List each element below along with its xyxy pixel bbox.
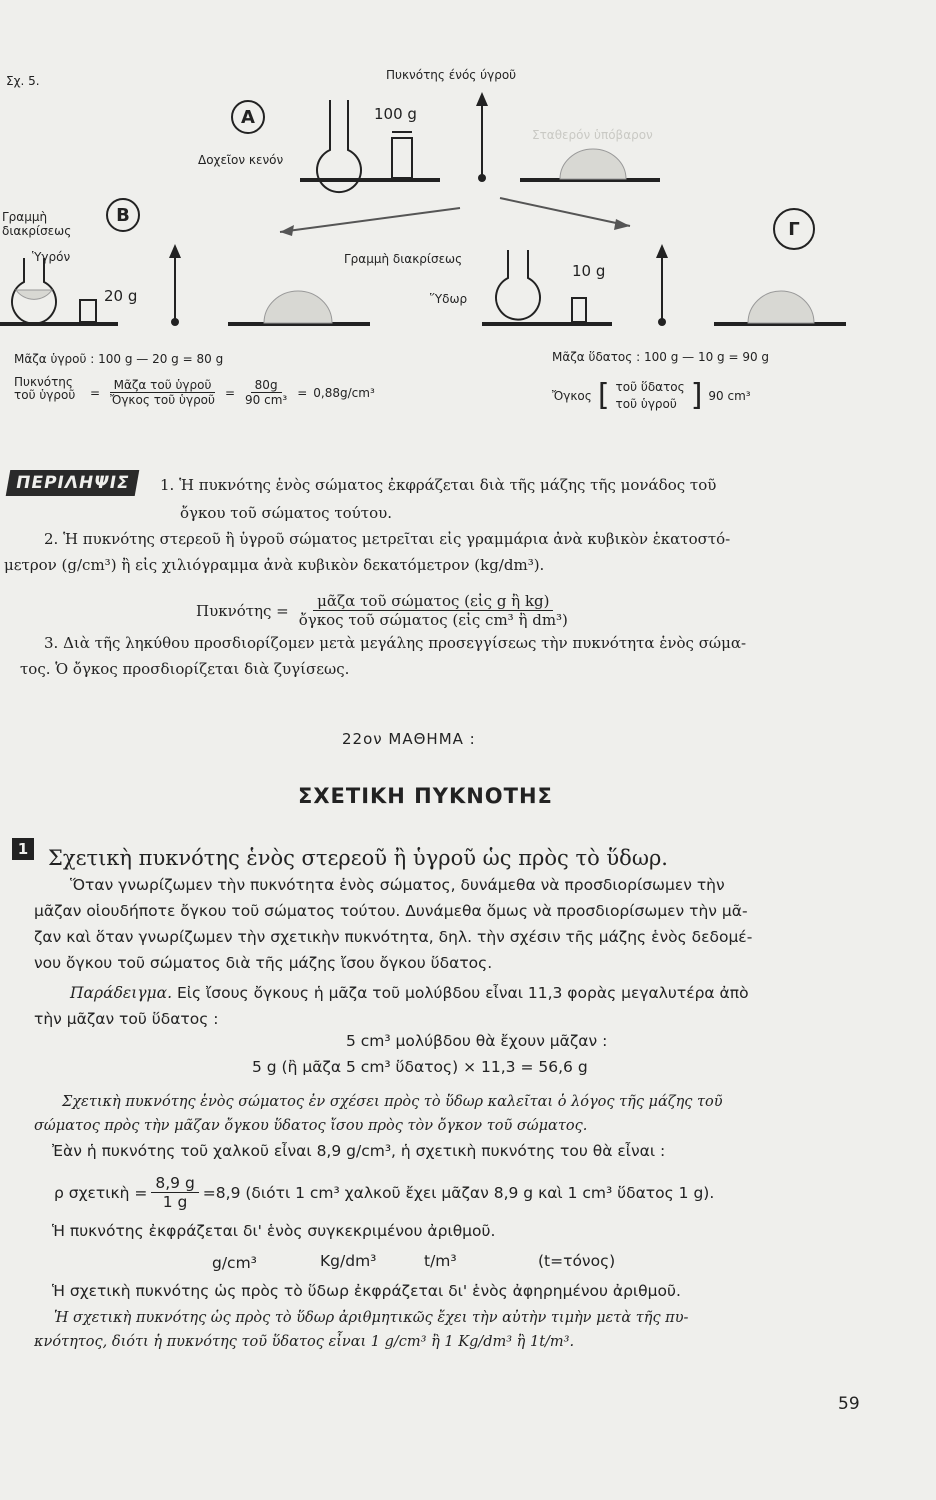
lesson-title: ΣΧΕΤΙΚΗ ΠΥΚΝΟΤΗΣ — [298, 784, 553, 808]
calc-mass-liquid: Μᾶζα ὑγροῦ : 100 g — 20 g = 80 g — [14, 352, 224, 366]
weight-100-label: 100 g — [374, 105, 417, 123]
weight-10-label: 10 g — [572, 262, 606, 280]
rho-den: 1 g — [162, 1193, 188, 1211]
summary-p1-b: ὄγκου τοῦ σώματος τούτου. — [180, 504, 393, 522]
example-text-a: Εἰς ἴσους ὄγκους ἡ μᾶζα τοῦ μολύβδου εἶναι 11,3 φορὰς μεγαλυτέρα ἀπὸ — [176, 984, 749, 1002]
figure-label: Σχ. 5. — [6, 74, 40, 88]
volume-formula: Ὄγκος [ τοῦ ὕδατος τοῦ ὑγροῦ ] 90 cm³ — [552, 378, 751, 413]
volume-bottom: τοῦ ὑγροῦ — [615, 396, 677, 411]
unit-4: (t=τόνος) — [538, 1252, 616, 1270]
formula-num: μᾶζα τοῦ σώματος (εἰς g ἢ kg) — [313, 592, 553, 611]
summary-badge: ΠΕΡΙΛΗΨΙΣ — [6, 470, 140, 496]
figure-title: Πυκνότης ένός ύγροῦ — [386, 68, 517, 82]
final-a: Ἡ σχετικὴ πυκνότης ὡς πρὸς τὸ ὕδωρ ἀριθμητικῶς ἔχει τὴν αὐτὴν τιμὴν μετὰ τῆς πυ- — [54, 1310, 689, 1326]
volume-top: τοῦ ὕδατος — [615, 379, 685, 394]
copper-line: Ἐὰν ἡ πυκνότης τοῦ χαλκοῦ εἶναι 8,9 g/cm³, ἡ σχετικὴ πυκνότης του θὰ εἶναι : — [52, 1142, 666, 1160]
pointer-g-head — [656, 244, 668, 258]
line-mark-mid-label: Γραμμὴ διακρίσεως — [344, 252, 463, 266]
weight-10-block — [572, 298, 586, 322]
flask-g — [496, 250, 540, 320]
summary-formula — [196, 592, 572, 629]
unit-2: Kg/dm³ — [320, 1252, 377, 1270]
counterweight-dome-a — [560, 149, 626, 179]
density-den: Ὄγκος τοῦ ὑγροῦ — [110, 393, 215, 407]
expressed-line: Ἡ πυκνότης ἐκφράζεται δι' ἑνὸς συγκεκριμένου ἀριθμοῦ. — [52, 1222, 496, 1240]
unit-3: t/m³ — [424, 1252, 457, 1270]
liquid-fill-b — [16, 290, 52, 299]
final-b: κνότητος, διότι ἡ πυκνότης τοῦ ὕδατος εἶναι 1 g/cm³ ἢ 1 Kg/dm³ ἢ 1t/m³. — [34, 1334, 575, 1350]
balance-diagram — [0, 0, 936, 340]
pointer-b-head — [169, 244, 181, 258]
unit-1: g/cm³ — [212, 1254, 257, 1272]
formula-den: ὄγκος τοῦ σώματος (εἰς cm³ ἢ dm³) — [298, 611, 568, 629]
summary-p1-a: 1. Ἡ πυκνότης ἑνὸς σώματος ἐκφράζεται διὰ τῆς μάζης τῆς μονάδος τοῦ — [160, 476, 717, 494]
circle-g-label: Γ — [773, 208, 815, 250]
summary-p3-b: τος. Ὁ ὄγκος προσδιορίζεται διὰ ζυγίσεως. — [20, 660, 350, 678]
equation-2: 5 g (ἢ μᾶζα 5 cm³ ὕδατος) × 11,3 = 56,6 g — [252, 1058, 588, 1076]
para1-line-2: ζαν καὶ ὅταν γνωρίζωμεν τὴν σχετικὴν πυκνότητα, δηλ. τὴν σχέσιν τῆς μάζης ἑνὸς δεδομέ- — [34, 928, 753, 946]
counterweight-dome-b — [264, 291, 332, 323]
empty-vessel-label: Δοχεῖον κενόν — [198, 153, 284, 167]
counterweight-dome-g — [748, 291, 814, 323]
density-num-val: 80g — [251, 378, 282, 393]
para1-line-1: μᾶζαν οἱουδήποτε ὄγκου τοῦ σώματος τούτου. Δυνάμεθα ὅμως νὰ προσδιορίσωμεν τὴν μᾶ- — [34, 902, 748, 920]
example-line-a — [70, 984, 749, 1002]
weight-20-label: 20 g — [104, 287, 138, 305]
abstract-line: Ἡ σχετικὴ πυκνότης ὡς πρὸς τὸ ὕδωρ ἐκφράζεται δι' ἑνὸς ἀφηρημένου ἀριθμοῦ. — [52, 1282, 681, 1300]
weight-100-block — [392, 138, 412, 178]
volume-val: 90 cm³ — [708, 388, 751, 403]
density-result: 0,88g/cm³ — [313, 385, 375, 400]
example-text-b: τὴν μᾶζαν τοῦ ὕδατος : — [34, 1010, 219, 1028]
line-mark-left-label: Γραμμὴ διακρίσεως — [2, 210, 72, 238]
definition-b: σώματος πρὸς τὴν μᾶζαν ὄγκου ὕδατος ἴσου πρὸς τὸν ὄγκον τοῦ σώματος. — [34, 1118, 588, 1134]
rho-formula — [54, 1174, 714, 1211]
calc-mass-water: Μᾶζα ὕδατος : 100 g — 10 g = 90 g — [552, 350, 770, 364]
lesson-number: 22ον ΜΑΘΗΜΑ : — [342, 730, 476, 748]
page-number: 59 — [838, 1394, 860, 1414]
example-label: Παράδειγμα. — [70, 984, 173, 1002]
volume-label: Ὄγκος — [552, 388, 592, 403]
water-label: Ὕδωρ — [430, 292, 468, 306]
rho-num: 8,9 g — [151, 1174, 198, 1193]
formula-lhs: Πυκνότης = — [196, 601, 289, 620]
circle-a-label: A — [231, 100, 265, 134]
density-formula: = $\frac{\text{Μᾶζα τοῦ ὑγροῦ}}{\text{Ὄγκος τοῦ ὑγροῦ}}$ = $\frac{80g}{\text{90 cm³}}$ = 0,88g/cm³ — [90, 378, 375, 407]
summary-p2-b: μετρον (g/cm³) ἢ εἰς χιλιόγραμμα ἀνὰ κυβικὸν δεκατόμετρον (kg/dm³). — [4, 556, 545, 574]
equation-1: 5 cm³ μολύβδου θὰ ἔχουν μᾶζαν : — [346, 1032, 608, 1050]
density-lhs: Πυκνότης τοῦ ὑγροῦ — [14, 375, 76, 402]
pointer-a-head — [476, 92, 488, 106]
density-num: Μᾶζα τοῦ ὑγροῦ — [110, 378, 216, 393]
summary-p2-a: 2. Ἡ πυκνότης στερεοῦ ἢ ὑγροῦ σώματος μετρεῖται εἰς γραμμάρια ἀνὰ κυβικὸν ἑκατοστό- — [44, 530, 731, 548]
counterweight-label: Σταθερόν ὑπόβαρον — [532, 128, 653, 142]
weight-20-block — [80, 300, 96, 322]
definition-a: Σχετικὴ πυκνότης ἑνὸς σώματος ἐν σχέσει πρὸς τὸ ὕδωρ καλεῖται ὁ λόγος τῆς μάζης τοῦ — [62, 1094, 723, 1110]
rho-lhs: ρ σχετικὴ = — [54, 1183, 148, 1202]
liquid-label: Ὑγρόν — [32, 250, 71, 264]
summary-p3-a: 3. Διὰ τῆς ληκύθου προσδιορίζομεν μετὰ μεγάλης προσεγγίσεως τὴν πυκνότητα ἑνὸς σώμα- — [44, 634, 747, 652]
para1-line-0: Ὅταν γνωρίζωμεν τὴν πυκνότητα ἑνὸς σώματος, δυνάμεθα νὰ προσδιορίσωμεν τὴν — [70, 876, 725, 894]
rho-rhs: =8,9 (διότι 1 cm³ χαλκοῦ ἔχει μᾶζαν 8,9 g καὶ 1 cm³ ὕδατος 1 g). — [202, 1183, 715, 1202]
density-den-val: 90 cm³ — [245, 393, 288, 407]
section-title: Σχετικὴ πυκνότης ἑνὸς στερεοῦ ἢ ὑγροῦ ὡς πρὸς τὸ ὕδωρ. — [48, 846, 668, 870]
circle-b-label: B — [106, 198, 140, 232]
section-number: 1 — [12, 838, 34, 860]
para1-line-3: νου ὄγκου τοῦ σώματος διὰ τῆς μάζης ἴσου ὄγκου ὕδατος. — [34, 954, 493, 972]
